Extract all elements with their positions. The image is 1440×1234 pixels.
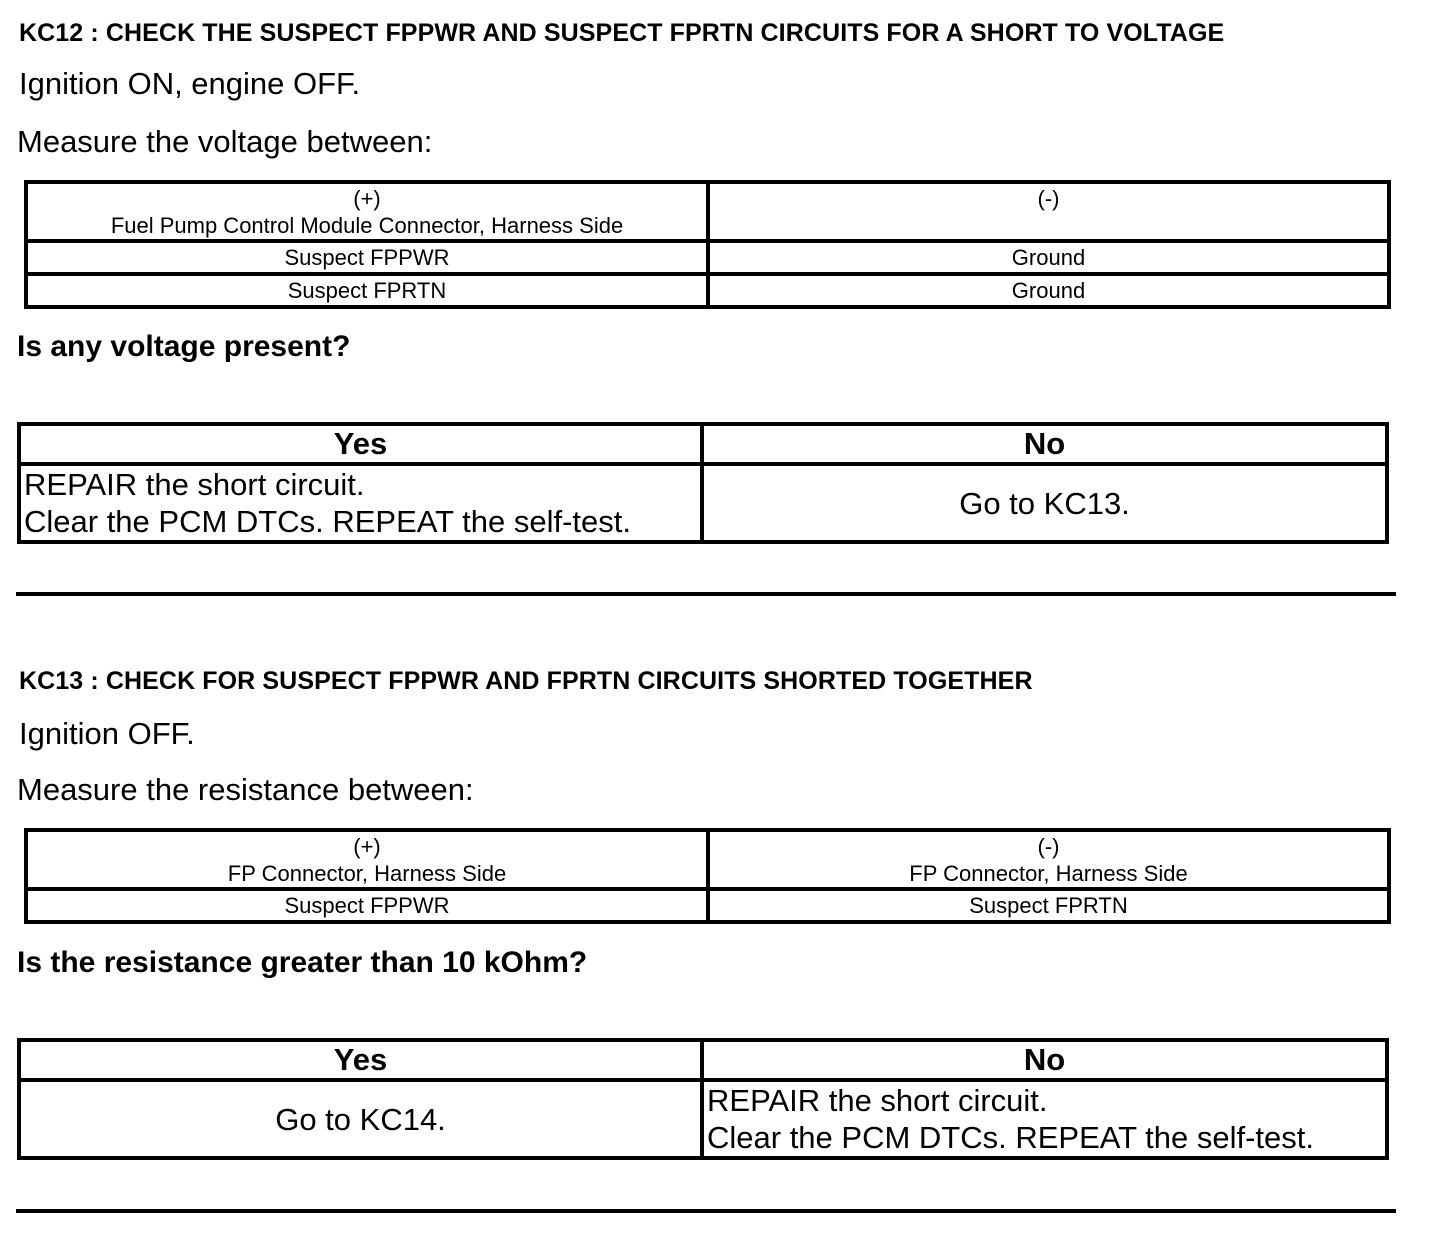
kc12-condition: Ignition ON, engine OFF.	[19, 66, 361, 101]
yes-header: Yes	[19, 424, 702, 464]
action-line: Clear the PCM DTCs. REPEAT the self-test.	[707, 1120, 1314, 1155]
table-cell: Suspect FPPWR	[26, 241, 708, 274]
kc12-negative-header	[708, 182, 1389, 241]
section-divider	[16, 592, 1396, 596]
no-action	[702, 1080, 1387, 1158]
kc12-positive-header	[26, 182, 708, 241]
kc13-instruction: Measure the resistance between:	[17, 772, 474, 807]
positive-sign: (+)	[353, 834, 381, 859]
table-cell: Suspect FPPWR	[26, 889, 708, 922]
yes-action	[19, 464, 702, 542]
kc13-question: Is the resistance greater than 10 kOhm?	[17, 946, 588, 979]
kc12-question: Is any voltage present?	[17, 330, 351, 363]
kc13-positive-header	[26, 830, 708, 889]
negative-label: FP Connector, Harness Side	[909, 861, 1188, 886]
no-header: No	[702, 424, 1387, 464]
kc12-heading: KC12 : CHECK THE SUSPECT FPPWR AND SUSPECT FPRTN CIRCUITS FOR A SHORT TO VOLTAGE	[19, 19, 1225, 47]
table-row	[26, 241, 1389, 274]
no-header: No	[702, 1040, 1387, 1080]
yes-header: Yes	[19, 1040, 702, 1080]
kc13-heading: KC13 : CHECK FOR SUSPECT FPPWR AND FPRTN CIRCUITS SHORTED TOGETHER	[19, 667, 1033, 695]
table-cell: Suspect FPRTN	[708, 889, 1389, 922]
table-cell: Suspect FPRTN	[26, 274, 708, 307]
kc12-result-table	[17, 422, 1389, 544]
section-divider	[16, 1209, 1396, 1213]
kc13-result-table	[17, 1038, 1389, 1160]
table-row	[26, 889, 1389, 922]
action-line: REPAIR the short circuit.	[24, 467, 365, 502]
negative-sign: (-)	[1037, 834, 1060, 859]
positive-label: FP Connector, Harness Side	[227, 861, 507, 886]
table-row	[26, 274, 1389, 307]
action-line: Go to KC14.	[275, 1101, 446, 1137]
kc12-instruction: Measure the voltage between:	[17, 124, 433, 159]
no-action	[702, 464, 1387, 542]
yes-action	[19, 1080, 702, 1158]
kc13-negative-header	[708, 830, 1389, 889]
action-line: REPAIR the short circuit.	[707, 1083, 1048, 1118]
table-cell: Ground	[708, 241, 1389, 274]
table-cell: Ground	[708, 274, 1389, 307]
kc12-measure-table	[24, 180, 1391, 309]
positive-sign: (+)	[353, 186, 381, 211]
kc13-condition: Ignition OFF.	[19, 716, 195, 751]
negative-sign: (-)	[1037, 186, 1060, 211]
kc13-measure-table	[24, 828, 1391, 924]
action-line: Clear the PCM DTCs. REPEAT the self-test.	[24, 504, 631, 539]
action-line: Go to KC13.	[959, 485, 1130, 521]
positive-label: Fuel Pump Control Module Connector, Harness Side	[110, 213, 624, 238]
